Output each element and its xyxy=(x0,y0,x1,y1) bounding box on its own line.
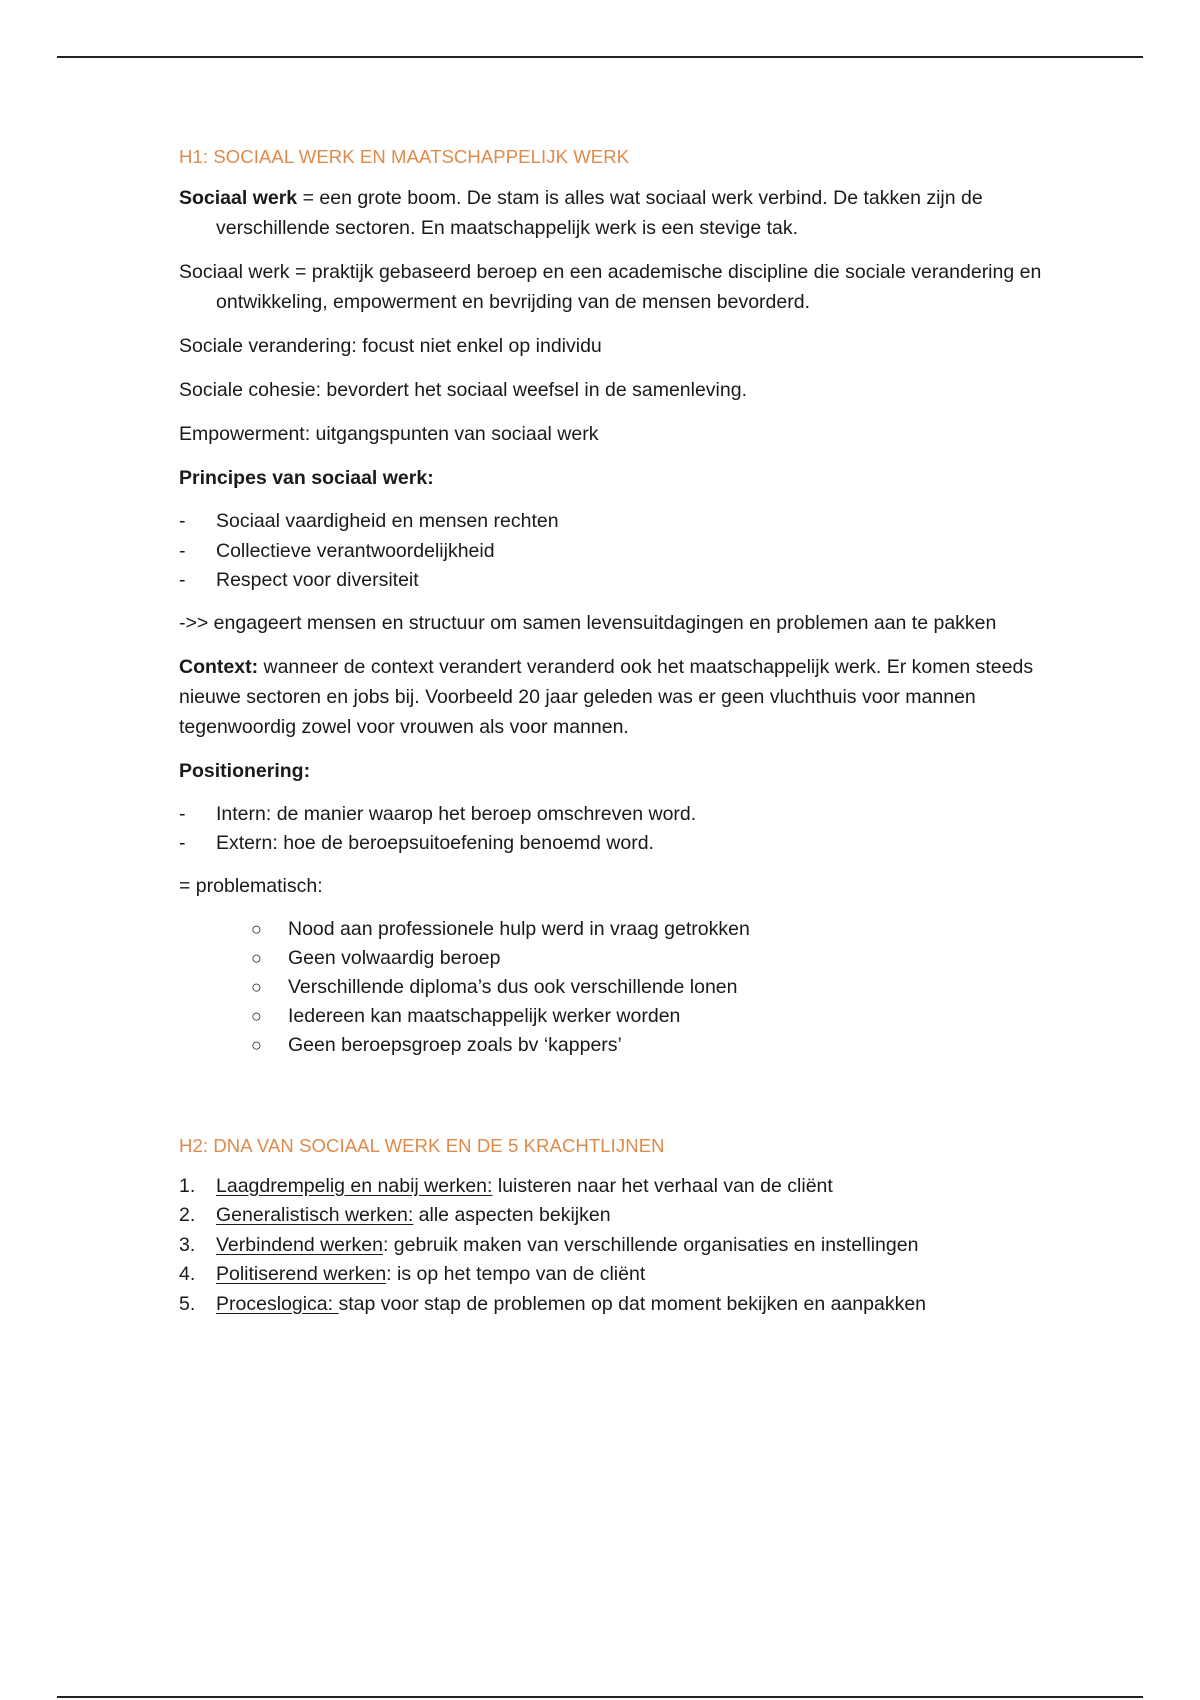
krachtlijn-item xyxy=(179,1290,1079,1320)
positionering-title-text: Positionering: xyxy=(179,759,311,782)
list-number: 5. xyxy=(179,1292,196,1315)
krachtlijn-text: : gebruik maken van verschillende organisaties en instellingen xyxy=(382,1233,919,1256)
list-number: 1. xyxy=(179,1174,196,1197)
paragraph-problematisch: = problematisch: xyxy=(179,874,323,897)
heading-h1: H1: SOCIAAL WERK EN MAATSCHAPPELIJK WERK xyxy=(179,146,630,167)
circle-bullet-icon: ○ xyxy=(251,1005,262,1026)
top-rule xyxy=(57,56,1143,58)
list-item xyxy=(251,1002,1079,1031)
paragraph-sociale-verandering: Sociale verandering: focust niet enkel op individu xyxy=(179,335,602,357)
paragraph-engageert: ->> engageert mensen en structuur om samen levensuitdagingen en problemen aan te pakken xyxy=(179,611,997,634)
paragraph-sociale-cohesie: Sociale cohesie: bevordert het sociaal weefsel in de samenleving. xyxy=(179,379,747,401)
krachtlijn-term: Politiserend werken xyxy=(216,1263,387,1285)
krachtlijn-item xyxy=(179,1260,1079,1290)
paragraph-text: wanneer de context verandert veranderd ook het maatschappelijk werk. Er komen steeds nieuwe sectoren en jobs bij. Voorbeeld 20 jaar geleden was er geen vluchthuis voor mannen tegenwoordig zowel voor vrouwen als voor mannen. xyxy=(179,655,1034,738)
section-spacer xyxy=(179,1072,1079,1134)
krachtlijn-item xyxy=(179,1172,1079,1202)
heading-h2: H2: DNA VAN SOCIAAL WERK EN DE 5 KRACHTLIJNEN xyxy=(179,1134,665,1156)
krachtlijn-term: Verbindend werken xyxy=(216,1233,383,1256)
paragraph-context xyxy=(179,652,1079,742)
list-item-text: Geen volwaardig beroep xyxy=(288,946,501,969)
krachtlijn-text: alle aspecten bekijken xyxy=(413,1204,611,1226)
term-context: Context: xyxy=(179,655,259,678)
krachtlijn-item xyxy=(179,1231,1079,1261)
list-item: - Collectieve verantwoordelijkheid xyxy=(179,537,1079,567)
krachtlijn-text: : is op het tempo van de cliënt xyxy=(386,1263,646,1285)
krachtlijn-item xyxy=(179,1201,1079,1231)
krachtlijn-term: Generalistisch werken: xyxy=(216,1204,414,1226)
list-item-text: Verschillende diploma’s dus ook verschillende lonen xyxy=(288,975,738,998)
krachtlijn-term: Laagdrempelig en nabij werken: xyxy=(216,1174,493,1197)
circle-bullet-icon: ○ xyxy=(251,976,262,997)
list-item-text: Iedereen kan maatschappelijk werker worden xyxy=(288,1004,681,1027)
list-number: 4. xyxy=(179,1263,196,1285)
bottom-rule xyxy=(57,1696,1143,1698)
term-sociaal-werk: Sociaal werk xyxy=(179,187,298,209)
paragraph-empowerment: Empowerment: uitgangspunten van sociaal werk xyxy=(179,423,599,445)
principes-title-text: Principes van sociaal werk: xyxy=(179,467,434,489)
list-item xyxy=(251,1031,1079,1060)
list-item: - Extern: hoe de beroepsuitoefening benoemd word. xyxy=(179,829,1079,859)
circle-bullet-icon: ○ xyxy=(251,947,262,968)
positionering-title xyxy=(179,756,1079,786)
problemen-list xyxy=(251,915,1079,1060)
list-item-text: Nood aan professionele hulp werd in vraag getrokken xyxy=(288,917,750,940)
krachtlijn-text: stap voor stap de problemen op dat moment bekijken en aanpakken xyxy=(338,1292,927,1315)
paragraph-text: = een grote boom. De stam is alles wat sociaal werk verbind. De takken zijn de verschillende sectoren. En maatschappelijk werk is een stevige tak. xyxy=(216,187,983,239)
krachtlijn-text: luisteren naar het verhaal van de cliënt xyxy=(492,1174,833,1197)
list-item xyxy=(251,973,1079,1002)
document-body xyxy=(179,145,1079,1319)
list-number: 3. xyxy=(179,1233,196,1256)
positionering-list xyxy=(179,800,1079,859)
list-item: - Intern: de manier waarop het beroep omschreven word. xyxy=(179,800,1079,830)
paragraph-sociaal-werk-boom xyxy=(179,183,1079,243)
list-item: - Sociaal vaardigheid en mensen rechten xyxy=(179,507,1079,537)
circle-bullet-icon: ○ xyxy=(251,918,262,939)
list-item xyxy=(251,915,1079,944)
principes-list xyxy=(179,507,1079,596)
list-number: 2. xyxy=(179,1204,196,1226)
list-item: - Respect voor diversiteit xyxy=(179,566,1079,596)
list-item-text: Geen beroepsgroep zoals bv ‘kappers’ xyxy=(288,1033,622,1056)
krachtlijn-term: Proceslogica: xyxy=(216,1292,339,1315)
krachtlijnen-list xyxy=(179,1172,1079,1320)
circle-bullet-icon: ○ xyxy=(251,1034,262,1055)
principes-title xyxy=(179,463,1079,493)
paragraph-definitie: Sociaal werk = praktijk gebaseerd beroep en een academische discipline die sociale verandering en ontwikkeling, empowerment en bevrijding van de mensen bevorderd. xyxy=(179,261,1042,313)
list-item xyxy=(251,944,1079,973)
